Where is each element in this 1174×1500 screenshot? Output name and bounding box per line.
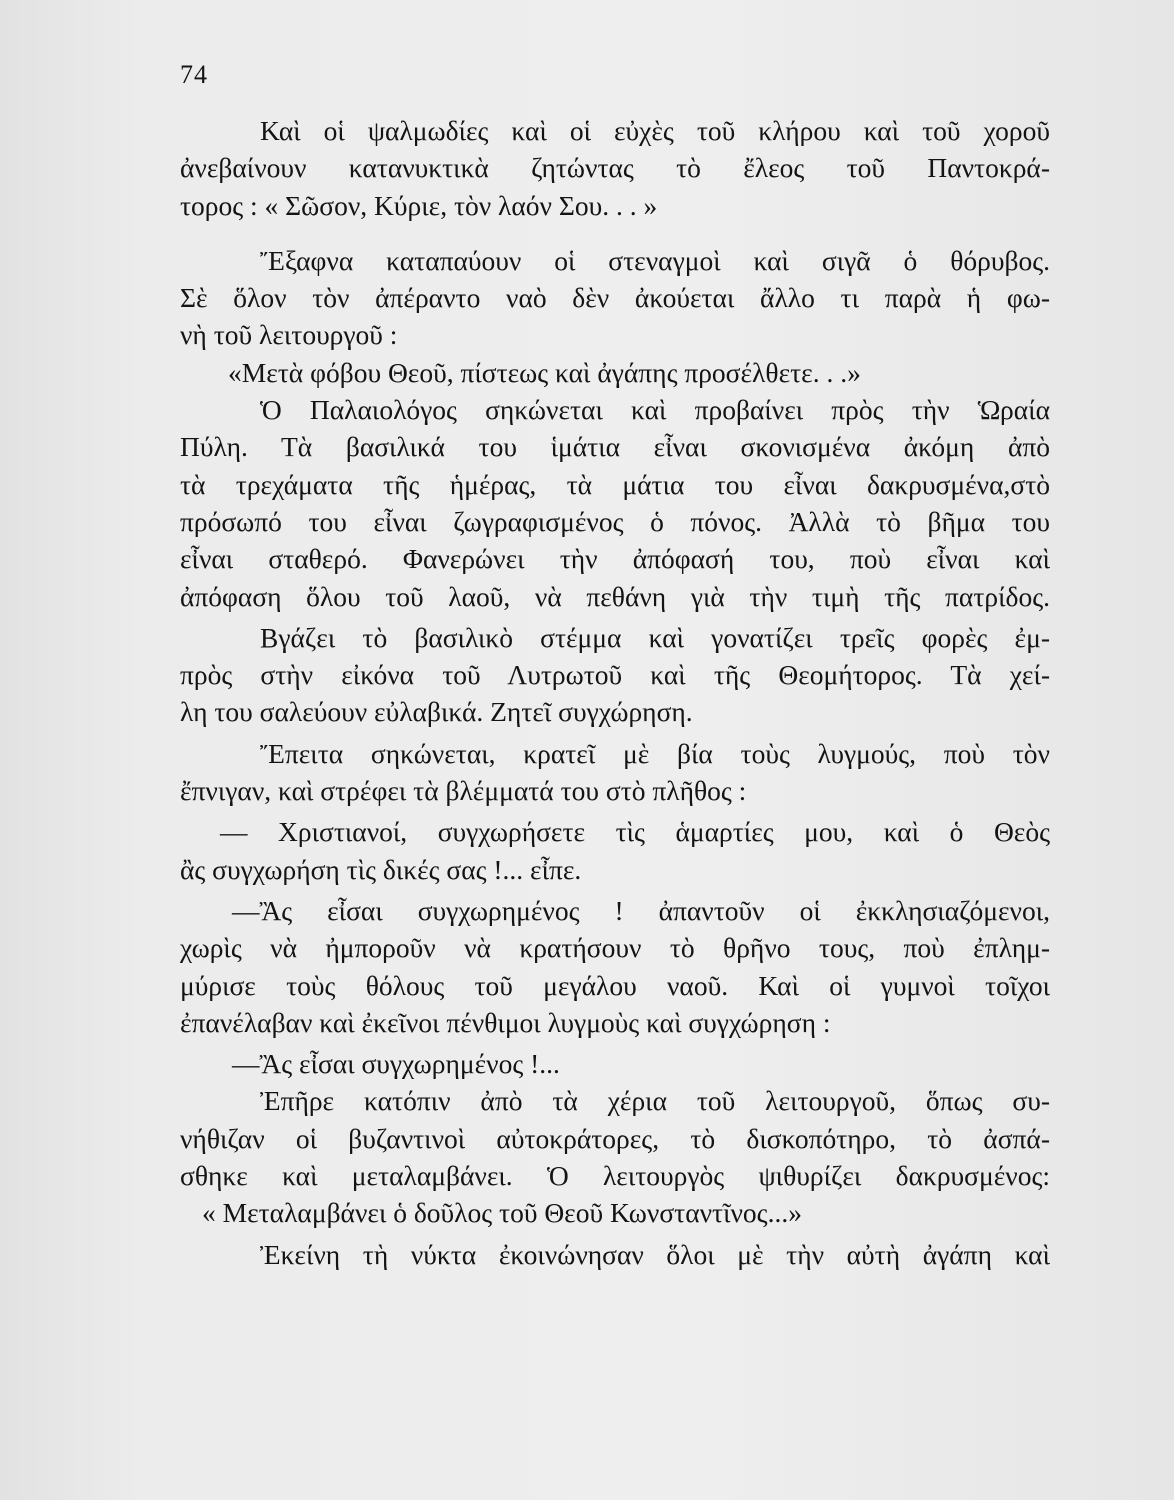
text-line: Ἔξαφνα καταπαύουν οἱ στεναγμοὶ καὶ σιγᾶ ὁ θόρυβος. [260, 244, 1050, 276]
paragraph [180, 892, 1050, 1041]
text-line: χωρὶς νὰ ἠμποροῦν νὰ κρατήσουν τὸ θρῆνο τους, ποὺ ἐπλημ- [180, 932, 1050, 964]
body-text [180, 112, 1050, 1273]
text-line: —Ἂς εἶσαι συγχωρημένος !... [232, 1048, 560, 1080]
page-number: 74 [180, 60, 208, 89]
text-line: Καὶ οἱ ψαλμωδίες καὶ οἱ εὐχὲς τοῦ κλήρου καὶ τοῦ χοροῦ [260, 115, 1050, 146]
text-line: τορος : « Σῶσον, Κύριε, τὸν λαόν Σου. . . » [180, 189, 658, 221]
text-line: Πύλη. Τὰ βασιλικά του ἱμάτια εἶναι σκονισμένα ἀκόμη ἀπὸ [180, 431, 1050, 463]
paragraph [180, 619, 1050, 731]
text-line: σθηκε καὶ μεταλαμβάνει. Ὁ λειτουργὸς ψιθυρίζει δακρυσμένος: [180, 1160, 1050, 1192]
text-line: εἶναι σταθερό. Φανερώνει τὴν ἀπόφασή του, ποὺ εἶναι καὶ [180, 543, 1050, 575]
text-line: Βγάζει τὸ βασιλικὸ στέμμα καὶ γονατίζει τρεῖς φορὲς ἐμ- [260, 621, 1050, 653]
text-line: «Μετὰ φόβου Θεοῦ, πίστεως καὶ ἀγάπης προσέλθετε. . .» [228, 356, 861, 388]
paragraph [180, 354, 1050, 391]
text-line: Ἐπῆρε κατόπιν ἀπὸ τὰ χέρια τοῦ λειτουργοῦ, ὅπως συ- [260, 1085, 1050, 1117]
text-line: Ὁ Παλαιολόγος σηκώνεται καὶ προβαίνει πρὸς τὴν Ὡραία [260, 394, 1050, 426]
paragraph [180, 1045, 1050, 1082]
paragraph [180, 1236, 1050, 1273]
text-line: ἔπνιγαν, καὶ στρέφει τὰ βλέμματά του στὸ πλῆθος : [180, 775, 747, 807]
text-line: λη του σαλεύουν εὐλαβικά. Ζητεῖ συγχώρηση. [180, 696, 693, 728]
text-line: ἂς συγχωρήση τὶς δικές σας !... εἶπε. [180, 853, 582, 885]
text-line: « Μεταλαμβάνει ὁ δοῦλος τοῦ Θεοῦ Κωνσταντῖνος...» [202, 1197, 802, 1229]
text-line: πρὸς στὴν εἰκόνα τοῦ Λυτρωτοῦ καὶ τῆς Θεομήτορος. Τὰ χεί- [180, 659, 1050, 691]
text-line: πρόσωπό του εἶναι ζωγραφισμένος ὁ πόνος. Ἀλλὰ τὸ βῆμα του [180, 505, 1050, 537]
paragraph [180, 242, 1050, 354]
paragraph [180, 813, 1050, 888]
paragraph [180, 1194, 1050, 1231]
paragraph [180, 112, 1050, 224]
text-line: Σὲ ὅλον τὸν ἀπέραντο ναὸ δὲν ἀκούεται ἄλλο τι παρὰ ἡ φω- [180, 282, 1050, 314]
text-line: Ἔπειτα σηκώνεται, κρατεῖ μὲ βία τοὺς λυγμούς, ποὺ τὸν [260, 737, 1050, 769]
text-line: —Ἂς εἶσαι συγχωρημένος ! ἀπαντοῦν οἱ ἐκκλησιαζόμενοι, [232, 894, 1050, 926]
paragraph [180, 735, 1050, 810]
paragraph [180, 391, 1050, 615]
text-line: ἀπόφαση ὅλου τοῦ λαοῦ, νὰ πεθάνη γιὰ τὴν τιμὴ τῆς πατρίδος. [180, 580, 1050, 612]
text-line: τὰ τρεχάματα τῆς ἡμέρας, τὰ μάτια του εἶναι δακρυσμένα,στὸ [180, 468, 1050, 500]
text-line: νὴ τοῦ λειτουργοῦ : [180, 319, 398, 351]
paragraph [180, 1082, 1050, 1194]
text-line: νήθιζαν οἱ βυζαντινοὶ αὐτοκράτορες, τὸ δισκοπότηρο, τὸ ἀσπά- [180, 1122, 1050, 1154]
text-line: μύρισε τοὺς θόλους τοῦ μεγάλου ναοῦ. Καὶ οἱ γυμνοὶ τοῖχοι [180, 969, 1050, 1001]
text-line: ἐπανέλαβαν καὶ ἐκεῖνοι πένθιμοι λυγμοὺς καὶ συγχώρηση : [180, 1006, 831, 1038]
text-line: ἀνεβαίνουν κατανυκτικὰ ζητώντας τὸ ἔλεος τοῦ Παντοκρά- [180, 152, 1050, 184]
text-line: — Χριστιανοί, συγχωρήσετε τὶς ἁμαρτίες μου, καὶ ὁ Θεὸς [220, 816, 1050, 848]
text-line: Ἐκείνη τὴ νύκτα ἐκοινώνησαν ὅλοι μὲ τὴν αὐτὴ ἀγάπη καὶ [260, 1238, 1050, 1270]
